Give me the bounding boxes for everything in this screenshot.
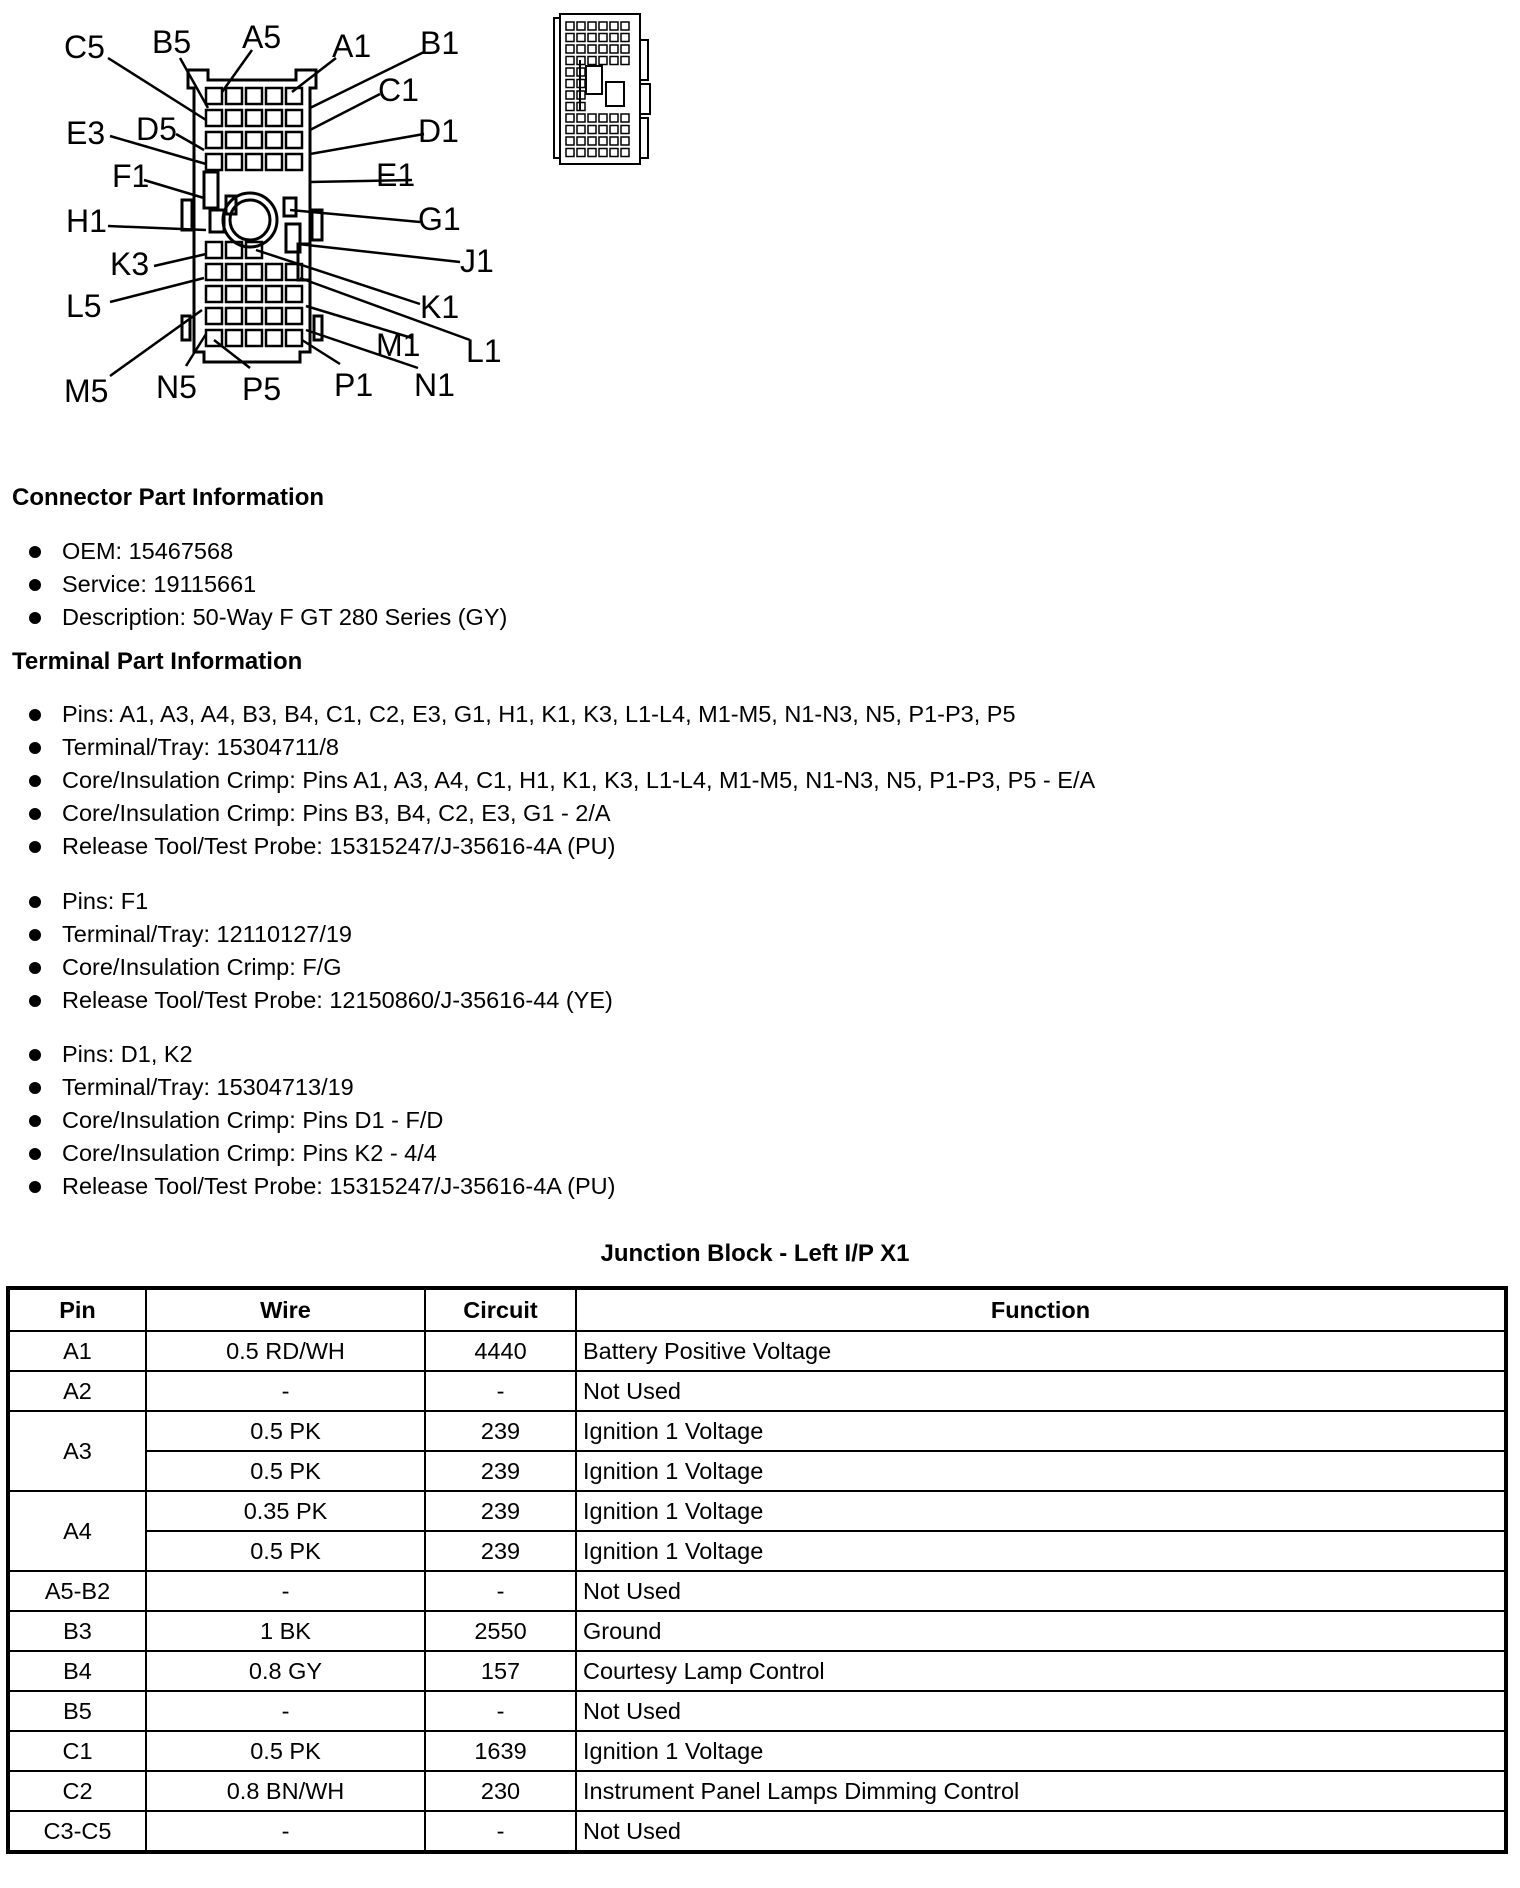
- pin-label-b5: B5: [152, 24, 192, 60]
- pin-cell: A3: [8, 1411, 146, 1491]
- wire-cell: -: [146, 1371, 425, 1411]
- side-view-cavity: [599, 34, 607, 42]
- side-view-cavity: [566, 22, 574, 30]
- side-view-cavity: [577, 22, 585, 30]
- table-row: [8, 1371, 1506, 1411]
- terminal-group-3: [26, 1038, 615, 1203]
- side-view-cavity: [599, 45, 607, 53]
- connector-info-heading: Connector Part Information: [12, 484, 325, 511]
- connector-info-list: [26, 535, 507, 634]
- wire-cell: 0.35 PK: [146, 1491, 425, 1531]
- side-view-cavity: [610, 126, 618, 134]
- side-view-cavity: [566, 45, 574, 53]
- side-view-cavity: [577, 137, 585, 145]
- side-view-cavity: [610, 22, 618, 30]
- pin-cell: C2: [8, 1771, 146, 1811]
- list-item: Pins: F1: [26, 885, 613, 918]
- side-view-cavity: [599, 22, 607, 30]
- function-cell: Ignition 1 Voltage: [576, 1531, 1506, 1571]
- connector-cavity: [206, 308, 222, 324]
- pin-cell: C1: [8, 1731, 146, 1771]
- wire-cell: 0.5 PK: [146, 1451, 425, 1491]
- function-cell: Ignition 1 Voltage: [576, 1731, 1506, 1771]
- list-item: Pins: D1, K2: [26, 1038, 615, 1071]
- connector-cavity: [246, 264, 262, 280]
- wire-cell: -: [146, 1571, 425, 1611]
- table-title: Junction Block - Left I/P X1: [600, 1240, 910, 1267]
- side-view-cavity: [621, 137, 629, 145]
- pin-label-n1: N1: [414, 367, 455, 403]
- connector-cavity: [266, 132, 282, 148]
- circuit-cell: -: [425, 1571, 576, 1611]
- connector-cavity: [226, 264, 242, 280]
- side-view-cavity: [566, 68, 574, 76]
- wire-cell: 1 BK: [146, 1611, 425, 1651]
- connector-cavity: [226, 132, 242, 148]
- wire-cell: -: [146, 1811, 425, 1852]
- connector-cavity: [266, 308, 282, 324]
- connector-cavity: [266, 88, 282, 104]
- connector-cavity: [266, 330, 282, 346]
- side-view-cavity: [621, 57, 629, 65]
- table-row: [8, 1811, 1506, 1852]
- table-row: [8, 1451, 1506, 1491]
- connector-cavity: [266, 154, 282, 170]
- side-view-cavity: [588, 149, 596, 157]
- connector-cavity: [246, 88, 262, 104]
- function-cell: Battery Positive Voltage: [576, 1331, 1506, 1371]
- side-view-cavity: [577, 34, 585, 42]
- side-view-cavity: [588, 114, 596, 122]
- side-view-cavity: [588, 45, 596, 53]
- connector-cavity: [286, 132, 302, 148]
- side-view-cavity: [610, 34, 618, 42]
- side-view-cavity: [621, 126, 629, 134]
- function-cell: Instrument Panel Lamps Dimming Control: [576, 1771, 1506, 1811]
- pin-cell: B4: [8, 1651, 146, 1691]
- side-view-cavity: [588, 57, 596, 65]
- table-row: [8, 1611, 1506, 1651]
- list-item: Terminal/Tray: 15304711/8: [26, 731, 1095, 764]
- pin-label-a1: A1: [332, 28, 372, 64]
- side-view-cavity: [610, 57, 618, 65]
- side-view-cavity: [588, 126, 596, 134]
- circuit-cell: 230: [425, 1771, 576, 1811]
- connector-cavity: [206, 154, 222, 170]
- connector-cavity: [226, 110, 242, 126]
- side-view-cavity: [599, 57, 607, 65]
- table-header-row: [8, 1288, 1506, 1331]
- circuit-cell: 1639: [425, 1731, 576, 1771]
- circuit-cell: 239: [425, 1531, 576, 1571]
- function-cell: Ignition 1 Voltage: [576, 1451, 1506, 1491]
- list-item: Core/Insulation Crimp: F/G: [26, 951, 613, 984]
- side-view-cavity: [621, 34, 629, 42]
- connector-cavity: [286, 286, 302, 302]
- function-cell: Ground: [576, 1611, 1506, 1651]
- table-row: [8, 1651, 1506, 1691]
- pin-label-c1: C1: [378, 72, 419, 108]
- pin-label-p1: P1: [334, 367, 374, 403]
- function-cell: Ignition 1 Voltage: [576, 1411, 1506, 1451]
- connector-diagram: [0, 0, 1520, 430]
- side-view-cavity: [566, 149, 574, 157]
- table-row: [8, 1411, 1506, 1451]
- connector-cavity: [246, 132, 262, 148]
- connector-cavity: [206, 242, 222, 258]
- wire-cell: 0.5 PK: [146, 1731, 425, 1771]
- pin-label-p5: P5: [242, 371, 282, 407]
- side-view-cavity: [588, 34, 596, 42]
- list-item: Service: 19115661: [26, 568, 507, 601]
- side-view-cavity: [621, 114, 629, 122]
- function-cell: Not Used: [576, 1371, 1506, 1411]
- terminal-group-1: [26, 698, 1095, 863]
- side-view-cavity: [599, 126, 607, 134]
- connector-cavity: [246, 308, 262, 324]
- pin-label-k3: K3: [110, 246, 150, 282]
- column-header-function: Function: [576, 1288, 1506, 1331]
- connector-cavity: [226, 308, 242, 324]
- function-cell: Not Used: [576, 1571, 1506, 1611]
- function-cell: Courtesy Lamp Control: [576, 1651, 1506, 1691]
- side-view-cavity: [610, 114, 618, 122]
- pin-cell: B5: [8, 1691, 146, 1731]
- side-view-cavity: [566, 137, 574, 145]
- side-view-cavity: [588, 137, 596, 145]
- circuit-cell: -: [425, 1811, 576, 1852]
- pin-cell: A1: [8, 1331, 146, 1371]
- side-view-cavity: [577, 114, 585, 122]
- table-row: [8, 1771, 1506, 1811]
- function-cell: Not Used: [576, 1811, 1506, 1852]
- connector-cavity: [286, 154, 302, 170]
- pin-label-d5: D5: [136, 111, 177, 147]
- side-view-cavity: [599, 114, 607, 122]
- side-view-cavity: [566, 34, 574, 42]
- pin-label-f1: F1: [112, 158, 150, 194]
- pin-cell: B3: [8, 1611, 146, 1651]
- list-item: Release Tool/Test Probe: 15315247/J-35616-4A (PU): [26, 1170, 615, 1203]
- pin-label-m1: M1: [376, 327, 421, 363]
- list-item: Core/Insulation Crimp: Pins K2 - 4/4: [26, 1137, 615, 1170]
- pin-cell: A2: [8, 1371, 146, 1411]
- side-view-cavity: [566, 126, 574, 134]
- pin-label-l5: L5: [66, 288, 102, 324]
- column-header-circuit: Circuit: [425, 1288, 576, 1331]
- connector-cavity: [286, 264, 302, 280]
- connector-side-view-drawing: [554, 14, 650, 164]
- table-row: [8, 1331, 1506, 1371]
- circuit-cell: 239: [425, 1451, 576, 1491]
- side-view-cavity: [621, 149, 629, 157]
- circuit-cell: 157: [425, 1651, 576, 1691]
- list-item: Core/Insulation Crimp: Pins D1 - F/D: [26, 1104, 615, 1137]
- pin-cell: C3-C5: [8, 1811, 146, 1852]
- connector-cavity: [246, 330, 262, 346]
- side-view-cavity: [577, 149, 585, 157]
- circuit-cell: -: [425, 1371, 576, 1411]
- pin-label-l1: L1: [466, 333, 502, 369]
- side-view-cavity: [610, 45, 618, 53]
- wire-cell: 0.8 BN/WH: [146, 1771, 425, 1811]
- pin-label-g1: G1: [418, 201, 461, 237]
- side-view-cavity: [599, 149, 607, 157]
- connector-cavity: [266, 110, 282, 126]
- side-view-cavity: [621, 45, 629, 53]
- circuit-cell: 239: [425, 1491, 576, 1531]
- table-row: [8, 1571, 1506, 1611]
- list-item: Core/Insulation Crimp: Pins B3, B4, C2, E3, G1 - 2/A: [26, 797, 1095, 830]
- side-view-cavity: [621, 22, 629, 30]
- list-item: Core/Insulation Crimp: Pins A1, A3, A4, C1, H1, K1, K3, L1-L4, M1-M5, N1-N3, N5, P1-P3, P5 - E/A: [26, 764, 1095, 797]
- side-view-cavity: [566, 103, 574, 111]
- column-header-wire: Wire: [146, 1288, 425, 1331]
- wire-cell: 0.5 PK: [146, 1531, 425, 1571]
- circuit-cell: -: [425, 1691, 576, 1731]
- connector-cavity: [266, 286, 282, 302]
- side-view-cavity: [610, 137, 618, 145]
- wire-cell: 0.5 PK: [146, 1411, 425, 1451]
- connector-cavity: [286, 330, 302, 346]
- side-view-cavity: [566, 57, 574, 65]
- pin-label-e3: E3: [66, 115, 106, 151]
- wire-cell: 0.5 RD/WH: [146, 1331, 425, 1371]
- connector-cavity: [206, 286, 222, 302]
- list-item: Description: 50-Way F GT 280 Series (GY): [26, 601, 507, 634]
- connector-cavity: [226, 286, 242, 302]
- pinout-table: [6, 1286, 1508, 1854]
- list-item: Release Tool/Test Probe: 15315247/J-35616-4A (PU): [26, 830, 1095, 863]
- connector-cavity: [286, 308, 302, 324]
- list-item: Release Tool/Test Probe: 12150860/J-35616-44 (YE): [26, 984, 613, 1017]
- pin-label-m5: M5: [64, 373, 109, 409]
- pin-label-b1: B1: [420, 25, 460, 61]
- list-item: Terminal/Tray: 12110127/19: [26, 918, 613, 951]
- pin-label-j1: J1: [460, 243, 494, 279]
- table-row: [8, 1731, 1506, 1771]
- table-row: [8, 1531, 1506, 1571]
- pin-cell: A4: [8, 1491, 146, 1571]
- side-view-cavity: [566, 114, 574, 122]
- connector-cavity: [206, 110, 222, 126]
- connector-cavity: [286, 110, 302, 126]
- connector-cavity: [266, 264, 282, 280]
- side-view-cavity: [566, 91, 574, 99]
- connector-cavity: [206, 264, 222, 280]
- pin-label-e1: E1: [376, 157, 416, 193]
- side-view-cavity: [610, 149, 618, 157]
- wire-cell: -: [146, 1691, 425, 1731]
- side-view-cavity: [599, 137, 607, 145]
- connector-cavity: [226, 154, 242, 170]
- pin-label-k1: K1: [420, 289, 460, 325]
- connector-cavity: [246, 286, 262, 302]
- column-header-pin: Pin: [8, 1288, 146, 1331]
- side-view-cavity: [577, 126, 585, 134]
- list-item: Pins: A1, A3, A4, B3, B4, C1, C2, E3, G1, H1, K1, K3, L1-L4, M1-M5, N1-N3, N5, P1-P3, P5: [26, 698, 1095, 731]
- pin-label-c5: C5: [64, 29, 105, 65]
- pin-label-a5: A5: [242, 19, 282, 55]
- connector-cavity: [226, 330, 242, 346]
- wire-cell: 0.8 GY: [146, 1651, 425, 1691]
- circuit-cell: 239: [425, 1411, 576, 1451]
- terminal-group-2: [26, 885, 613, 1017]
- list-item: OEM: 15467568: [26, 535, 507, 568]
- function-cell: Ignition 1 Voltage: [576, 1491, 1506, 1531]
- connector-cavity: [206, 88, 222, 104]
- function-cell: Not Used: [576, 1691, 1506, 1731]
- connector-cavity: [206, 132, 222, 148]
- table-row: [8, 1691, 1506, 1731]
- connector-cavity: [226, 88, 242, 104]
- connector-cavity: [246, 154, 262, 170]
- pin-label-h1: H1: [66, 203, 107, 239]
- pin-label-d1: D1: [418, 113, 459, 149]
- pin-label-n5: N5: [156, 369, 197, 405]
- side-view-cavity: [566, 80, 574, 88]
- side-view-cavity: [588, 22, 596, 30]
- table-row: [8, 1491, 1506, 1531]
- circuit-cell: 2550: [425, 1611, 576, 1651]
- side-view-cavity: [577, 45, 585, 53]
- list-item: Terminal/Tray: 15304713/19: [26, 1071, 615, 1104]
- terminal-info-heading: Terminal Part Information: [12, 648, 303, 675]
- circuit-cell: 4440: [425, 1331, 576, 1371]
- pin-cell: A5-B2: [8, 1571, 146, 1611]
- connector-cavity: [246, 110, 262, 126]
